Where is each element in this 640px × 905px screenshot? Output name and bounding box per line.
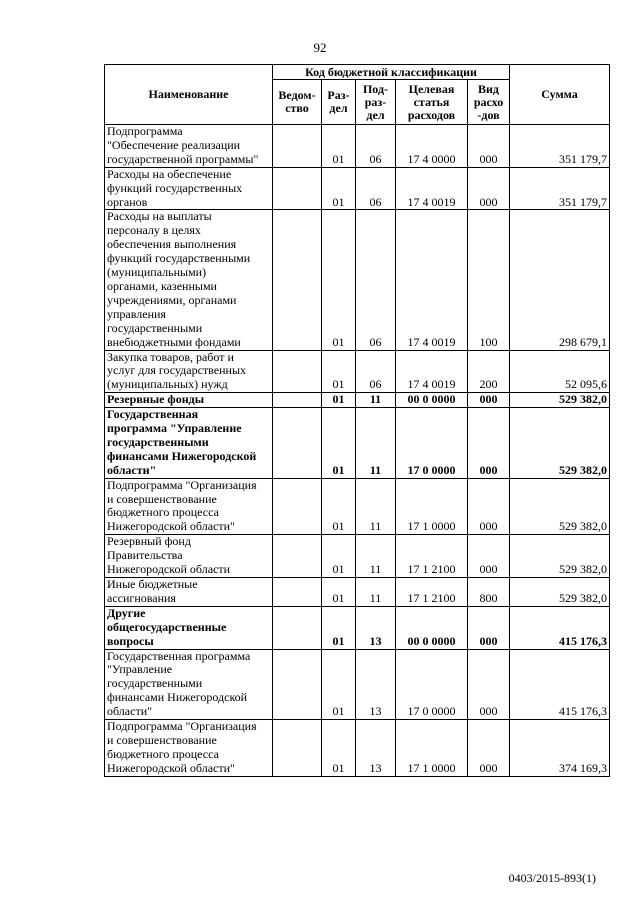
row-razdel: 01 (322, 720, 356, 777)
table-row (105, 478, 610, 535)
row-podrazdel: 13 (356, 649, 396, 720)
table-row (105, 606, 610, 649)
row-vid-raskhodov: 200 (468, 350, 510, 393)
row-name: Другие общегосударственные вопросы (105, 606, 273, 649)
row-podrazdel: 11 (356, 478, 396, 535)
row-celevaya-statya: 17 0 0000 (396, 408, 468, 479)
row-name: Расходы на обеспечение функций государственных органов (105, 167, 273, 210)
row-razdel: 01 (322, 125, 356, 168)
row-podrazdel: 11 (356, 535, 396, 578)
row-razdel: 01 (322, 535, 356, 578)
row-vedomstvo (273, 210, 322, 350)
table-row (105, 649, 610, 720)
row-podrazdel: 06 (356, 125, 396, 168)
row-razdel: 01 (322, 606, 356, 649)
row-vedomstvo (273, 408, 322, 479)
table-body (105, 125, 610, 777)
row-podrazdel: 06 (356, 350, 396, 393)
row-sum: 351 179,7 (510, 125, 610, 168)
budget-table (104, 64, 610, 777)
header-vedomstvo: Ведом- ство (273, 80, 322, 125)
row-razdel: 01 (322, 408, 356, 479)
row-vedomstvo (273, 720, 322, 777)
header-razdel: Раз- дел (322, 80, 356, 125)
row-celevaya-statya: 17 1 0000 (396, 478, 468, 535)
row-sum: 529 382,0 (510, 393, 610, 408)
row-sum: 529 382,0 (510, 535, 610, 578)
row-vid-raskhodov: 100 (468, 210, 510, 350)
table-row (105, 408, 610, 479)
row-name: Закупка товаров, работ и услуг для государственных (муниципальных) нужд (105, 350, 273, 393)
table-row (105, 535, 610, 578)
row-vedomstvo (273, 535, 322, 578)
row-vid-raskhodov: 000 (468, 535, 510, 578)
row-vid-raskhodov: 800 (468, 578, 510, 607)
row-razdel: 01 (322, 350, 356, 393)
table-row (105, 393, 610, 408)
row-vedomstvo (273, 393, 322, 408)
row-vid-raskhodov: 000 (468, 720, 510, 777)
row-razdel: 01 (322, 578, 356, 607)
header-name: Наименование (105, 65, 273, 125)
row-sum: 374 169,3 (510, 720, 610, 777)
row-sum: 351 179,7 (510, 167, 610, 210)
table-row (105, 720, 610, 777)
row-celevaya-statya: 17 1 2100 (396, 578, 468, 607)
row-name: Подпрограмма "Организация и совершенствование бюджетного процесса Нижегородской области" (105, 720, 273, 777)
row-vid-raskhodov: 000 (468, 125, 510, 168)
row-sum: 529 382,0 (510, 478, 610, 535)
row-razdel: 01 (322, 393, 356, 408)
row-podrazdel: 13 (356, 720, 396, 777)
row-celevaya-statya: 17 4 0019 (396, 350, 468, 393)
row-celevaya-statya: 17 4 0000 (396, 125, 468, 168)
row-podrazdel: 06 (356, 210, 396, 350)
row-vedomstvo (273, 478, 322, 535)
header-vid-raskhodov: Вид расхо -дов (468, 80, 510, 125)
row-name: Резервные фонды (105, 393, 273, 408)
row-name: Подпрограмма "Обеспечение реализации государственной программы" (105, 125, 273, 168)
row-sum: 529 382,0 (510, 578, 610, 607)
row-sum: 52 095,6 (510, 350, 610, 393)
row-vedomstvo (273, 350, 322, 393)
row-razdel: 01 (322, 478, 356, 535)
row-podrazdel: 11 (356, 578, 396, 607)
row-celevaya-statya: 17 4 0019 (396, 167, 468, 210)
table-row (105, 125, 610, 168)
document-code: 0403/2015-893(1) (508, 871, 596, 885)
row-name: Расходы на выплаты персоналу в целях обеспечения выполнения функций государственными (муниципальными) органами, казенными учреждениями, органами управления государственными внебюджетными фондами (105, 210, 273, 350)
row-podrazdel: 11 (356, 408, 396, 479)
header-classification-group: Код бюджетной классификации (273, 65, 510, 80)
header-sum: Сумма (510, 65, 610, 125)
row-sum: 415 176,3 (510, 606, 610, 649)
row-vid-raskhodov: 000 (468, 408, 510, 479)
row-razdel: 01 (322, 649, 356, 720)
row-vid-raskhodov: 000 (468, 393, 510, 408)
row-vid-raskhodov: 000 (468, 649, 510, 720)
table-row (105, 167, 610, 210)
row-name: Государственная программа "Управление государственными финансами Нижегородской области" (105, 408, 273, 479)
row-vid-raskhodov: 000 (468, 167, 510, 210)
header-podrazdel: Под- раз- дел (356, 80, 396, 125)
row-celevaya-statya: 17 0 0000 (396, 649, 468, 720)
page-number: 92 (313, 40, 327, 55)
row-sum: 415 176,3 (510, 649, 610, 720)
row-vid-raskhodov: 000 (468, 478, 510, 535)
row-vedomstvo (273, 125, 322, 168)
row-name: Подпрограмма "Организация и совершенствование бюджетного процесса Нижегородской области" (105, 478, 273, 535)
row-vedomstvo (273, 167, 322, 210)
table-row (105, 578, 610, 607)
row-celevaya-statya: 17 1 2100 (396, 535, 468, 578)
row-celevaya-statya: 00 0 0000 (396, 606, 468, 649)
row-celevaya-statya: 17 1 0000 (396, 720, 468, 777)
header-celevaya-statya: Целевая статья расходов (396, 80, 468, 125)
row-vedomstvo (273, 649, 322, 720)
row-vid-raskhodov: 000 (468, 606, 510, 649)
row-podrazdel: 11 (356, 393, 396, 408)
row-vedomstvo (273, 578, 322, 607)
row-podrazdel: 13 (356, 606, 396, 649)
row-celevaya-statya: 17 4 0019 (396, 210, 468, 350)
row-name: Иные бюджетные ассигнования (105, 578, 273, 607)
row-razdel: 01 (322, 167, 356, 210)
table-row (105, 350, 610, 393)
row-sum: 529 382,0 (510, 408, 610, 479)
row-name: Государственная программа "Управление государственными финансами Нижегородской области" (105, 649, 273, 720)
row-celevaya-statya: 00 0 0000 (396, 393, 468, 408)
row-vedomstvo (273, 606, 322, 649)
row-razdel: 01 (322, 210, 356, 350)
row-podrazdel: 06 (356, 167, 396, 210)
table-header (105, 65, 610, 125)
row-sum: 298 679,1 (510, 210, 610, 350)
row-name: Резервный фонд Правительства Нижегородской области (105, 535, 273, 578)
table-row (105, 210, 610, 350)
